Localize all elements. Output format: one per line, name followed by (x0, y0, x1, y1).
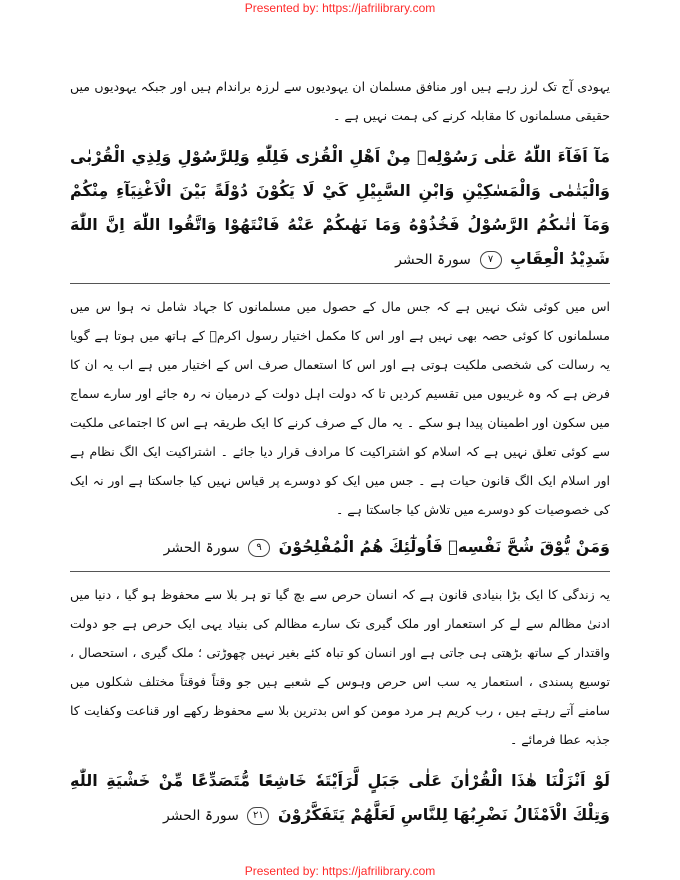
ayah-number-marker: ٧ (480, 251, 502, 269)
presented-by-banner-bottom: Presented by: https://jafrilibrary.com (244, 864, 436, 878)
verse-text: مَآ اَفَآءَ اللّٰهُ عَلٰى رَسُوْلِهٖ مِنْ اَهْلِ الْقُرٰى فَلِلّٰهِ وَلِلرَّسُوْلِ وَلِذِي الْقُرْبٰى وَالْيَتٰمٰى وَالْمَسٰكِيْنِ وَابْنِ السَّبِيْلِ كَيْ لَا يَكُوْنَ دُوْلَةً بَيْنَ الْاَغْنِيَآءِ مِنْكُمْ وَمَآ اٰتٰىكُمُ الرَّسُوْلُ فَخُذُوْهُ وَمَا نَهٰىكُمْ عَنْهُ فَانْتَهُوْا وَاتَّقُوا اللّٰهَ اِنَّ اللّٰهَ شَدِيْدُ الْعِقَابِ (70, 147, 610, 268)
ayah-number-marker: ٢١ (247, 807, 269, 825)
page-content (70, 72, 610, 833)
paragraph-1: یہودی آج تک لرز رہے ہیں اور منافق مسلمان ان یہودیوں سے لرزہ براندام ہیں اور جبکہ یہودیوں میں حقیقی مسلمانوں کا مقابلہ کرنے کی ہمت نہیں ہے ۔ (70, 79, 610, 123)
surah-reference: سورۃ الحشر (163, 540, 240, 556)
presented-by-banner-top: Presented by: https://jafrilibrary.com (244, 1, 436, 15)
paragraph-2: اس میں کوئی شک نہیں ہے کہ جس مال کے حصول میں مسلمانوں کا جہاد شامل نہ ہوا س میں مسلمانوں کا کوئی حصہ بھی نہیں ہے اور اس کا مکمل اختیار رسول اکرمؐ کے ہاتھ میں ہوتا ہے گویا یہ رسالت کی شخصی ملکیت ہوتی ہے اور اس کا استعمال صرف اس کے اختیار میں ہے اب یہ ان کا فرض ہے کہ وہ غریبوں میں تقسیم کردیں تا کہ دولت اہل دولت کے درمیان نہ رہ جائے اور سارے سماج میں سکون اور اطمینان پیدا ہو سکے ۔ یہ مال کے صرف کرنے کا ایک طریقہ ہے اس کا اجتماعی ملکیت سے کوئی تعلق نہیں ہے کہ اسلام کو اشتراکیت کا مرادف قرار دیا جائے ۔ اشتراکیت ایک الگ نظام ہے اور اسلام ایک الگ قانون حیات ہے ۔ جس میں ایک کو دوسرے پر قیاس نہیں کیا جاسکتا ہے اور نہ ایک کی خصوصیات کو دوسرے میں تلاش کیا جاسکتا ہے ۔ (70, 299, 610, 517)
divider-line (70, 283, 610, 284)
quran-verse-2 (70, 530, 610, 565)
surah-reference: سورۃ الحشر (163, 808, 239, 824)
divider-line (70, 571, 610, 572)
quran-verse-3 (70, 764, 610, 833)
quran-verse-1 (70, 140, 610, 277)
paragraph-3: یہ زندگی کا ایک بڑا بنیادی قانون ہے کہ انسان حرص سے بچ گیا تو ہر بلا سے محفوظ ہو گیا ، دنیا میں ادنیٰ مظالم سے لے کر استعمار اور ملک گیری تک سارے مظالم کی بنیاد یہی ایک حرص ہے جو دولت واقتدار کے ساتھ بڑھتی ہی جاتی ہے اور انسان کو تباہ کئے بغیر نہیں چھوڑتی ؛ ملک گیری ، استحصال ، توسیع پسندی ، استعمار یہ سب اس حرص وہوس کے شعبے ہیں جو وقتاً فوقتاً مختلف شکلوں میں سامنے آتے رہتے ہیں ، رب کریم ہر مرد مومن کو اس بدترین بلا سے محفوظ رکھے اور قناعت وکفایت کا جذبہ عطا فرمائے ۔ (70, 587, 610, 747)
surah-reference: سورۃ الحشر (395, 252, 471, 268)
verse-text: لَوْ اَنْزَلْنَا هٰذَا الْقُرْاٰنَ عَلٰى جَبَلٍ لَّرَاَيْتَهٗ خَاشِعًا مُّتَصَدِّعًا مِّنْ خَشْيَةِ اللّٰهِ وَتِلْكَ الْاَمْثَالُ نَضْرِبُهَا لِلنَّاسِ لَعَلَّهُمْ يَتَفَكَّرُوْنَ (70, 771, 610, 824)
verse-text: وَمَنْ يُّوْقَ شُحَّ نَفْسِهٖ فَاُولٰٓئِكَ هُمُ الْمُفْلِحُوْنَ (278, 537, 610, 556)
ayah-number-marker: ٩ (248, 539, 270, 557)
